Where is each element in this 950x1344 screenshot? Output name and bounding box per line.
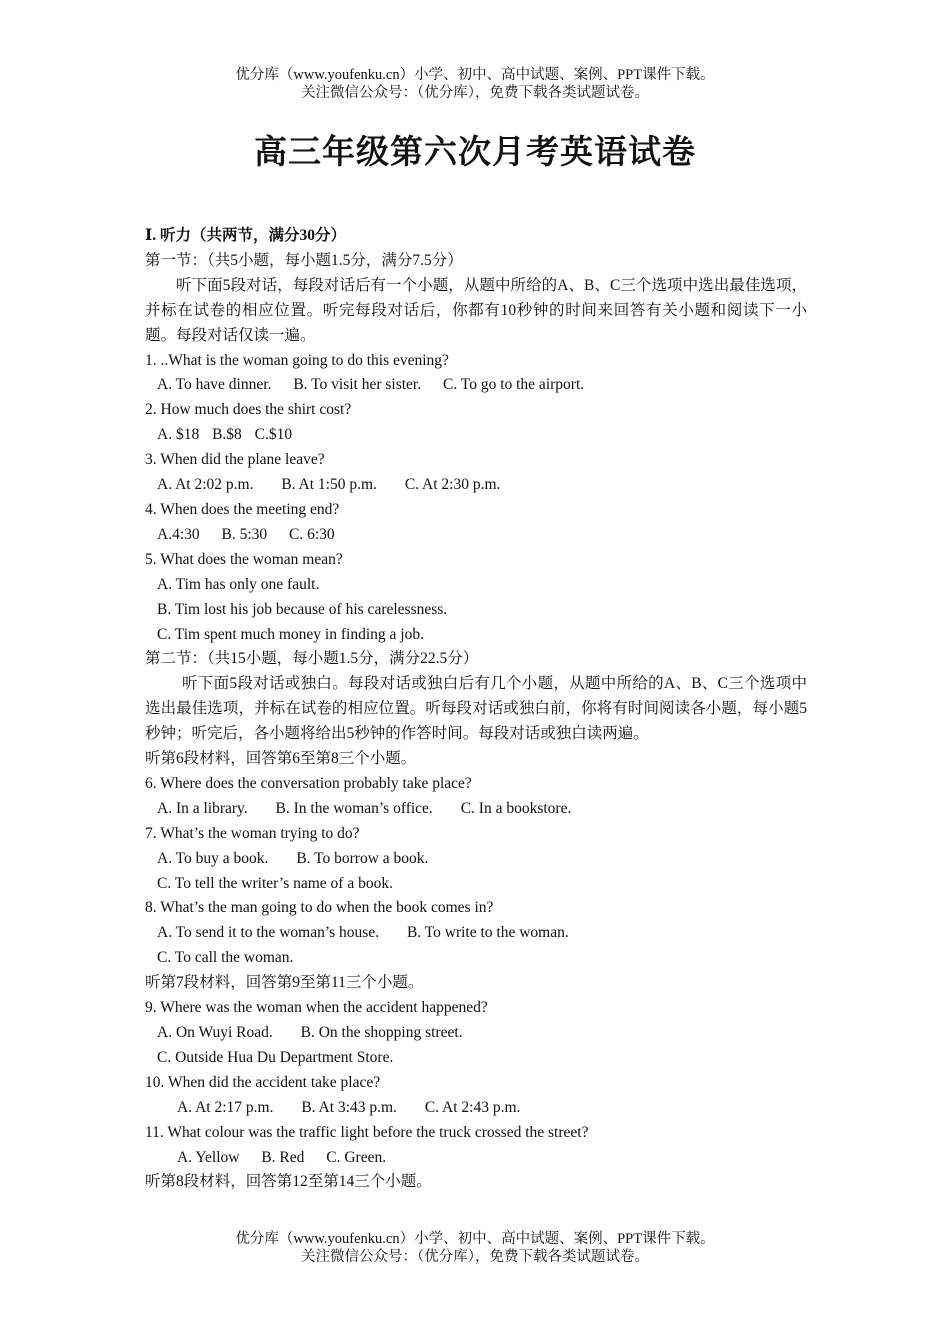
question-9: 9. Where was the woman when the accident happened?	[145, 999, 488, 1017]
option-a: A. Yellow	[177, 1148, 240, 1166]
option-a: A. To have dinner.	[157, 376, 272, 394]
question-7: 7. What’s the woman trying to do?	[145, 824, 360, 842]
option-c: C. Green.	[326, 1148, 387, 1166]
page-header	[0, 66, 950, 102]
option-a: A. $18	[157, 426, 200, 444]
question-7-option-c: C. To tell the writer’s name of a book.	[157, 874, 393, 892]
option-c: C. To go to the airport.	[443, 376, 585, 394]
option-b: B. 5:30	[221, 525, 268, 543]
exam-content	[145, 224, 807, 1195]
question-9-options	[145, 1021, 807, 1046]
material-7-note: 听第7段材料，回答第9至第11三个小题。	[145, 974, 424, 992]
question-1: 1. ..What is the woman going to do this evening?	[145, 351, 449, 369]
option-b: B. To visit her sister.	[293, 376, 422, 394]
option-b: B. At 1:50 p.m.	[281, 476, 377, 494]
part-heading: Ⅰ. 听力（共两节，满分30分）	[145, 227, 347, 244]
question-8: 8. What’s the man going to do when the book comes in?	[145, 899, 494, 917]
option-a: A.4:30	[157, 525, 200, 543]
section-2-instructions: 听下面5段对话或独白。每段对话或独白后有几个小题，从题中所给的A、B、C三个选项中选出最佳选项，并标在试卷的相应位置。听每段对话或独白前，你将有时间阅读各小题，每小题5秒钟；听完后，各小题将给出5秒钟的作答时间。每段对话或独白读两遍。	[145, 675, 807, 743]
option-a: A. In a library.	[157, 799, 248, 817]
material-6-note: 听第6段材料，回答第6至第8三个小题。	[145, 750, 417, 768]
page-footer	[0, 1230, 950, 1266]
exam-title: 高三年级第六次月考英语试卷	[254, 132, 696, 171]
option-b: B. In the woman’s office.	[275, 799, 433, 817]
option-a: A. To send it to the woman’s house.	[157, 924, 380, 942]
question-10-options	[145, 1096, 807, 1121]
option-c: C.$10	[254, 426, 293, 444]
header-line-1: 优分库（www.youfenku.cn）小学、初中、高中试题、案例、PPT课件下载。	[235, 67, 715, 83]
question-8-option-c: C. To call the woman.	[157, 949, 294, 967]
question-2-options	[145, 423, 807, 448]
footer-line-1: 优分库（www.youfenku.cn）小学、初中、高中试题、案例、PPT课件下载。	[235, 1231, 715, 1247]
question-8-options	[145, 921, 807, 946]
option-b: B. Red	[261, 1148, 305, 1166]
question-11-options	[145, 1146, 807, 1171]
option-b: B. To borrow a book.	[296, 849, 429, 867]
option-c: C. At 2:43 p.m.	[424, 1098, 521, 1116]
section-1-instructions: 听下面5段对话，每段对话后有一个小题，从题中所给的A、B、C三个选项中选出最佳选项，并标在试卷的相应位置。听完每段对话后，你都有10秒钟的时间来回答有关小题和阅读下一小题。每段对话仅读一遍。	[145, 276, 807, 344]
option-c: C. In a bookstore.	[460, 799, 572, 817]
question-1-options	[145, 373, 807, 398]
question-2: 2. How much does the shirt cost?	[145, 401, 352, 419]
footer-line-2: 关注微信公众号：（优分库），免费下载各类试题试卷。	[301, 1249, 649, 1265]
question-4-options	[145, 523, 807, 548]
question-5-option-a: A. Tim has only one fault.	[157, 575, 320, 593]
question-6: 6. Where does the conversation probably take place?	[145, 774, 472, 792]
option-b: B. To write to the woman.	[406, 924, 569, 942]
option-b: B.$8	[212, 426, 242, 444]
material-8-note: 听第8段材料，回答第12至第14三个小题。	[145, 1173, 432, 1191]
question-3: 3. When did the plane leave?	[145, 451, 325, 469]
option-a: A. At 2:17 p.m.	[177, 1098, 274, 1116]
question-5: 5. What does the woman mean?	[145, 550, 343, 568]
option-a: A. At 2:02 p.m.	[157, 476, 254, 494]
question-10: 10. When did the accident take place?	[145, 1073, 381, 1091]
option-b: B. On the shopping street.	[300, 1024, 463, 1041]
option-b: B. At 3:43 p.m.	[301, 1098, 397, 1116]
question-5-option-b: B. Tim lost his job because of his carelessness.	[157, 600, 448, 618]
question-6-options	[145, 797, 807, 822]
question-9-option-c: C. Outside Hua Du Department Store.	[157, 1048, 394, 1066]
section-1-heading: 第一节：（共5小题，每小题1.5分，满分7.5分）	[145, 251, 463, 269]
question-5-option-c: C. Tim spent much money in finding a job.	[157, 625, 424, 643]
option-a: A. To buy a book.	[157, 849, 269, 867]
option-c: C. 6:30	[289, 525, 335, 543]
option-c: C. At 2:30 p.m.	[404, 476, 501, 494]
question-3-options	[145, 473, 807, 498]
header-line-2: 关注微信公众号：（优分库），免费下载各类试题试卷。	[301, 85, 649, 101]
question-11: 11. What colour was the traffic light before the truck crossed the street?	[145, 1123, 589, 1141]
question-4: 4. When does the meeting end?	[145, 500, 340, 518]
option-a: A. On Wuyi Road.	[157, 1024, 273, 1041]
section-2-heading: 第二节：（共15小题，每小题1.5分，满分22.5分）	[145, 650, 479, 668]
question-7-options	[145, 847, 807, 872]
